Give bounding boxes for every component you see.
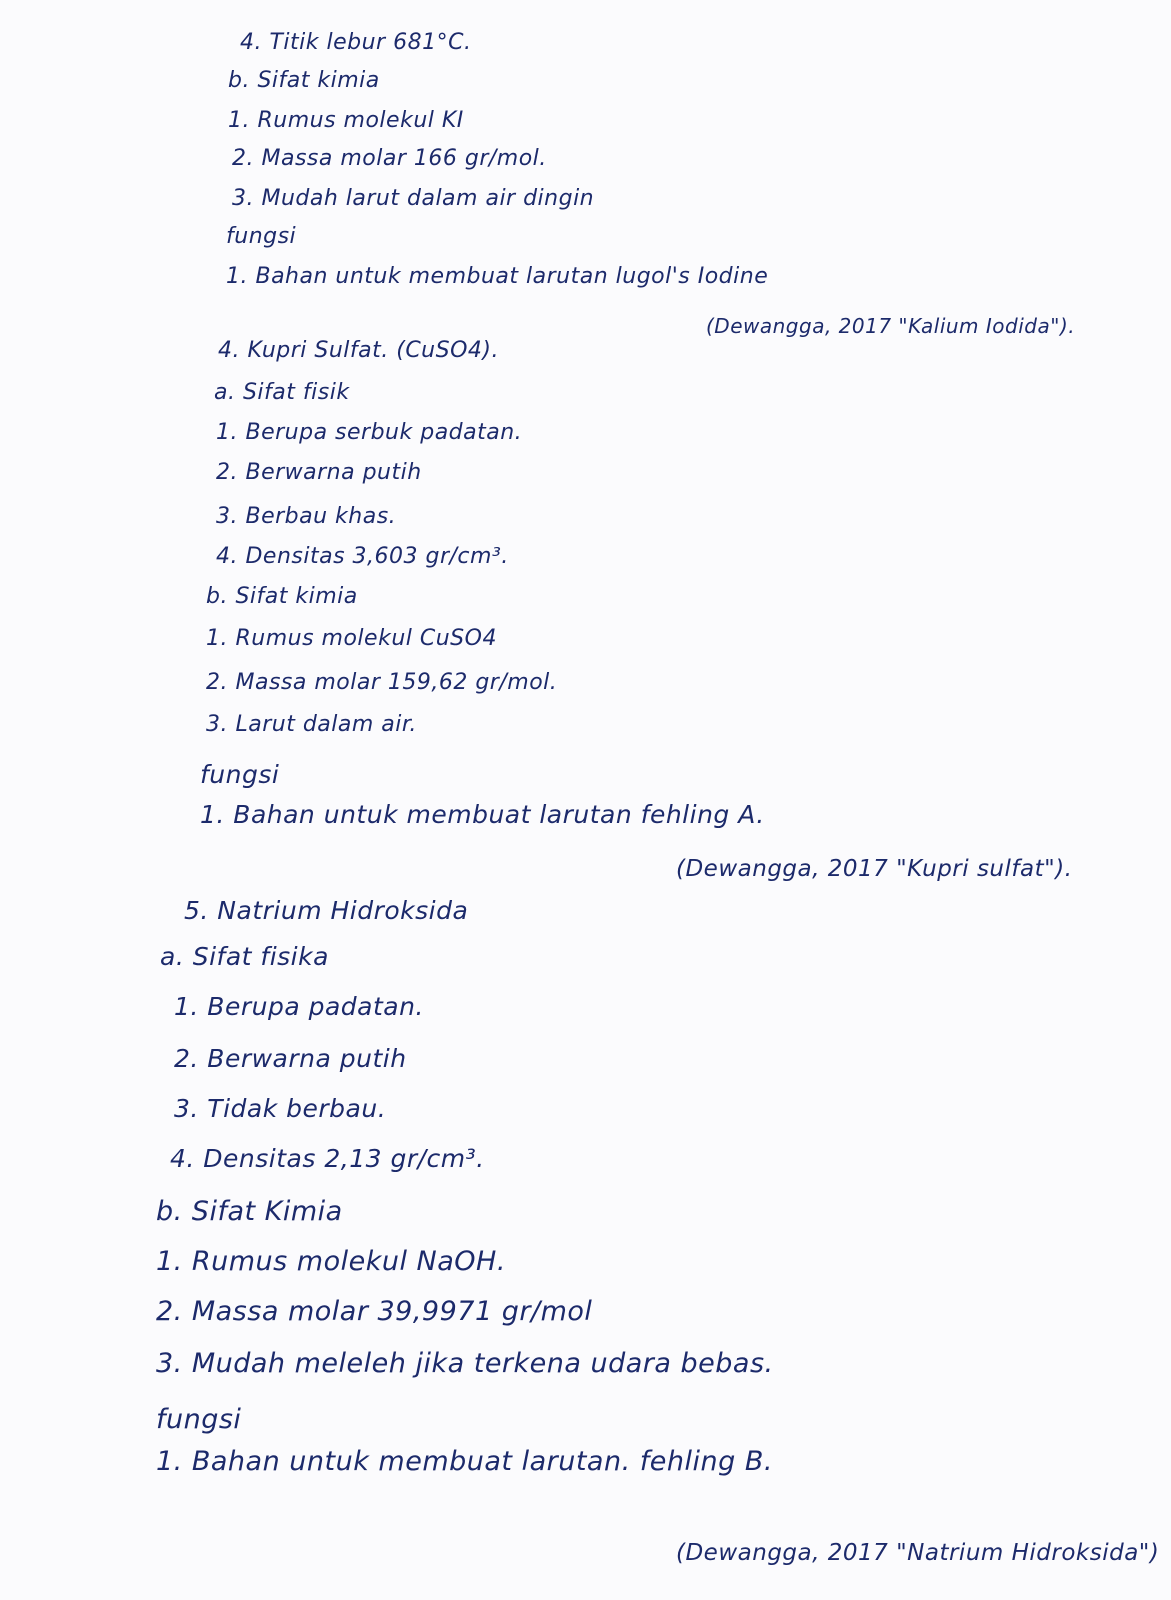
text-line: fungsi (156, 1404, 242, 1435)
section-heading: 5. Natrium Hidroksida (184, 896, 469, 925)
text-line: 1. Bahan untuk membuat larutan fehling A. (200, 800, 765, 829)
text-line: b. Sifat Kimia (156, 1196, 343, 1227)
text-line: 4. Titik lebur 681°C. (240, 30, 472, 55)
text-line: 2. Berwarna putih (174, 1044, 407, 1073)
text-line: fungsi (200, 760, 280, 789)
text-line: 4. Densitas 3,603 gr/cm³. (216, 544, 509, 569)
text-line: 2. Massa molar 166 gr/mol. (232, 146, 547, 171)
text-line: 2. Massa molar 39,9971 gr/mol (156, 1296, 593, 1327)
citation: (Dewangga, 2017 "Kalium Iodida"). (706, 314, 1076, 338)
text-line: 3. Larut dalam air. (206, 712, 417, 737)
text-line: 1. Rumus molekul NaOH. (156, 1246, 506, 1277)
text-line: 2. Berwarna putih (216, 460, 422, 485)
text-line: 1. Berupa padatan. (174, 992, 424, 1021)
text-line: b. Sifat kimia (206, 584, 358, 609)
text-line: 2. Massa molar 159,62 gr/mol. (206, 670, 558, 695)
text-line: 3. Mudah meleleh jika terkena udara bebas. (156, 1348, 774, 1379)
text-line: 1. Bahan untuk membuat larutan lugol's Iodine (226, 264, 769, 289)
text-line: fungsi (226, 224, 297, 249)
text-line: a. Sifat fisika (160, 942, 329, 971)
text-line: 3. Mudah larut dalam air dingin (232, 186, 595, 211)
text-line: 3. Tidak berbau. (174, 1094, 387, 1123)
text-line: a. Sifat fisik (214, 380, 350, 405)
text-line: 1. Berupa serbuk padatan. (216, 420, 523, 445)
text-line: 1. Rumus molekul CuSO4 (206, 626, 497, 651)
text-line: 1. Bahan untuk membuat larutan. fehling B. (156, 1446, 773, 1477)
text-line: 4. Densitas 2,13 gr/cm³. (170, 1144, 485, 1173)
text-line: b. Sifat kimia (228, 68, 380, 93)
citation: (Dewangga, 2017 "Natrium Hidroksida") (676, 1540, 1160, 1566)
section-heading: 4. Kupri Sulfat. (CuSO4). (218, 338, 499, 363)
text-line: 3. Berbau khas. (216, 504, 397, 529)
text-line: 1. Rumus molekul KI (228, 108, 464, 133)
citation: (Dewangga, 2017 "Kupri sulfat"). (676, 856, 1073, 882)
